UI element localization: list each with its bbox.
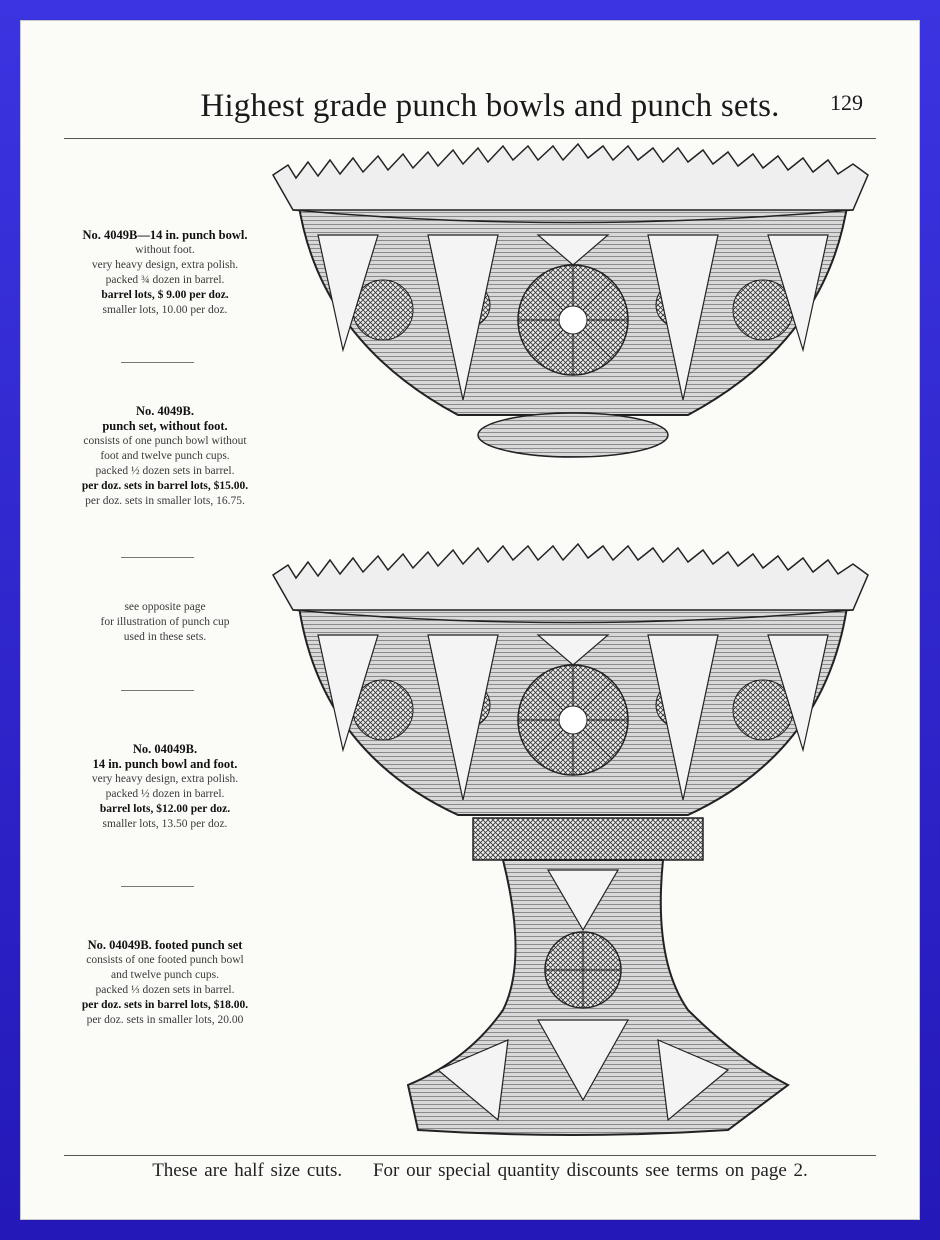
item-heading: No. 04049B.	[132, 742, 198, 756]
footed-punch-bowl-illustration	[268, 540, 878, 1150]
item-4049b-set	[60, 404, 270, 509]
top-rule	[64, 138, 876, 139]
item-04049b-footed-set	[60, 938, 270, 1028]
separator	[121, 362, 194, 363]
item-line: consists of one punch bowl without	[83, 435, 247, 447]
punch-bowl-illustration	[268, 140, 878, 470]
item-subheading: 14 in. punch bowl and foot.	[92, 757, 238, 771]
item-heading: No. 4049B.	[136, 404, 194, 418]
separator	[121, 886, 194, 887]
item-line: and twelve punch cups.	[111, 969, 219, 981]
item-04049b-bowl-foot	[60, 742, 270, 832]
bottom-rule	[64, 1155, 876, 1156]
item-line: packed ½ dozen in barrel.	[105, 788, 225, 800]
separator	[121, 690, 194, 691]
item-price-bold: per doz. sets in barrel lots, $18.00.	[81, 999, 249, 1011]
item-line: packed ¾ dozen in barrel.	[105, 274, 225, 286]
footer-right: For our special quantity discounts see terms on page 2.	[372, 1160, 808, 1181]
note-line: see opposite page	[124, 601, 206, 613]
item-price: smaller lots, 13.50 per doz.	[102, 818, 228, 830]
footer-left: These are half size cuts.	[152, 1160, 343, 1181]
note-line: for illustration of punch cup	[100, 616, 230, 628]
catalog-page	[20, 20, 920, 1220]
item-price: per doz. sets in smaller lots, 20.00	[86, 1014, 244, 1026]
page-footer	[80, 1160, 880, 1182]
item-subheading: punch set, without foot.	[102, 419, 228, 433]
item-price-bold: barrel lots, $ 9.00 per doz.	[101, 289, 229, 301]
page-number: 129	[830, 90, 863, 115]
cup-reference-note	[60, 600, 270, 645]
item-price-bold: per doz. sets in barrel lots, $15.00.	[81, 480, 249, 492]
note-line: used in these sets.	[123, 631, 207, 643]
item-price: smaller lots, 10.00 per doz.	[102, 304, 228, 316]
item-line: foot and twelve punch cups.	[100, 450, 230, 462]
item-heading: No. 04049B. footed punch set	[87, 938, 243, 952]
item-line: packed ⅓ dozen sets in barrel.	[95, 984, 235, 996]
item-line: very heavy design, extra polish.	[91, 773, 239, 785]
item-line: very heavy design, extra polish.	[91, 259, 239, 271]
separator	[121, 557, 194, 558]
item-line: consists of one footed punch bowl	[86, 954, 244, 966]
item-4049b-bowl	[60, 228, 270, 318]
item-price: per doz. sets in smaller lots, 16.75.	[85, 495, 245, 507]
page-title: Highest grade punch bowls and punch sets.	[200, 88, 780, 124]
item-heading: No. 4049B—14 in. punch bowl.	[82, 228, 248, 242]
item-line: without foot.	[135, 244, 195, 256]
item-price-bold: barrel lots, $12.00 per doz.	[99, 803, 231, 815]
item-line: packed ½ dozen sets in barrel.	[95, 465, 235, 477]
